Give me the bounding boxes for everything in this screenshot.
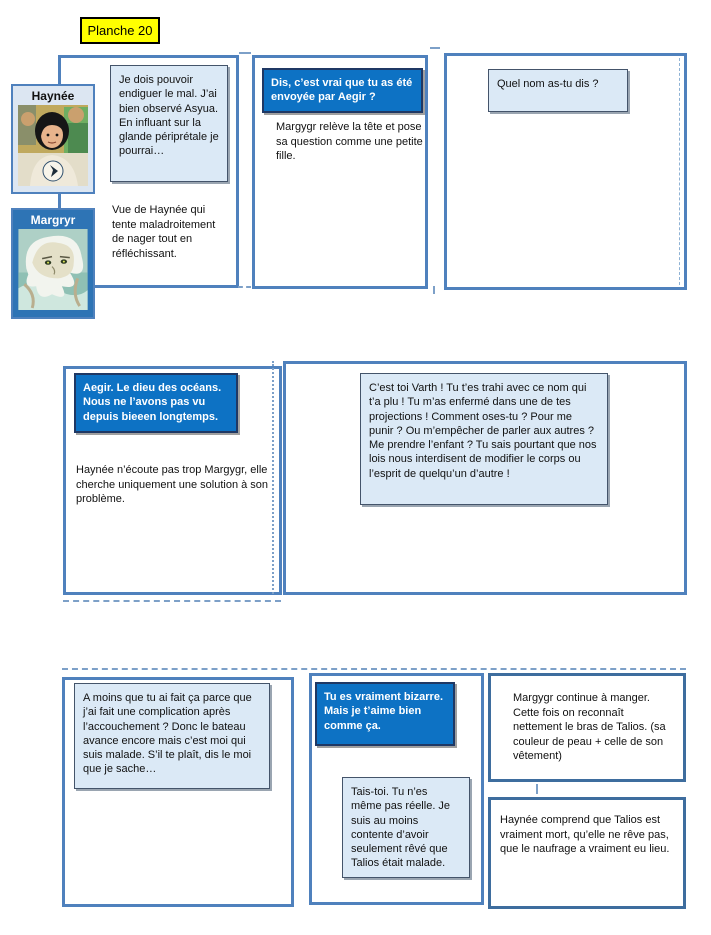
speech-text: Quel nom as-tu dis ? <box>497 78 599 90</box>
note-text: Margygr continue à manger. Cette fois on reconnaît nettement le bras de Talios. (sa couleur de peau + celle de son vêtement) <box>513 692 666 763</box>
speech-text: Je dois pouvoir endiguer le mal. J’ai bien observé Asyua. En influant sur la glande périprétale je pourrai… <box>119 74 219 158</box>
direction-note <box>500 813 674 857</box>
speech-box-complication <box>74 683 270 789</box>
speech-box-haynee-thought <box>110 65 228 182</box>
direction-note <box>513 691 675 764</box>
speech-box-blue-bizarre <box>315 682 455 746</box>
note-text: Haynée comprend que Talios est vraiment mort, qu’elle ne rêve pas, que le naufrage a vraiment eu lieu. <box>500 814 670 856</box>
direction-note <box>76 463 274 507</box>
direction-note <box>276 120 428 164</box>
dash-mark <box>62 668 686 670</box>
character-name-margryr: Margryr <box>30 213 76 227</box>
dash-mark <box>536 784 538 794</box>
speech-box-varth-accusation <box>360 373 608 505</box>
speech-box-blue-margryr <box>262 68 423 113</box>
character-card-haynee <box>11 84 95 194</box>
note-text: Haynée n’écoute pas trop Margygr, elle cherche uniquement une solution à son problème. <box>76 464 269 506</box>
speech-box-blue-aegir <box>74 373 238 433</box>
direction-note <box>112 203 218 261</box>
margryr-portrait-image <box>18 229 88 310</box>
speech-text: Dis, c’est vrai que tu as été envoyée par Aegir ? <box>271 77 413 104</box>
dash-mark <box>238 286 251 288</box>
dash-mark <box>679 58 680 285</box>
speech-box-tais-toi <box>342 777 470 878</box>
speech-box-question <box>488 69 628 112</box>
haynee-portrait-image <box>18 105 88 186</box>
character-name-haynee: Haynée <box>31 89 75 103</box>
dash-mark <box>430 47 440 49</box>
speech-text: Tu es vraiment bizarre. Mais je t’aime bien comme ça. <box>324 691 444 732</box>
speech-text: Aegir. Le dieu des océans. Nous ne l’avons pas vu depuis bieeen longtemps. <box>83 382 222 423</box>
plate-label <box>80 17 160 44</box>
character-card-margryr <box>11 208 95 319</box>
dash-mark <box>63 600 281 602</box>
dash-mark <box>433 286 435 294</box>
dash-mark <box>239 52 251 54</box>
speech-text: Tais-toi. Tu n’es même pas réelle. Je suis au moins contente d’avoir seulement rêvé que Talios était malade. <box>351 786 451 870</box>
note-text: Margygr relève la tête et pose sa question comme une petite fille. <box>276 121 423 163</box>
note-text: Vue de Haynée qui tente maladroitement de nager tout en réfléchissant. <box>112 204 216 260</box>
plate-label-text: Planche 20 <box>87 23 153 38</box>
speech-text: A moins que tu ai fait ça parce que j’ai fait une complication après l’accouchement ? Donc le bateau avance encore mais c’est moi qui suis malade. S’il te plaît, dis le moi que je sache… <box>83 692 252 776</box>
speech-text: C’est toi Varth ! Tu t’es trahi avec ce nom qui t’a plu ! Tu m’as enfermé dans une de tes projections ! Comment oses-tu ? Pour me punir ? Ou m’empêcher de parler aux autres ? Me prendre l’enfant ? Tu sais pourtant que nos lois nous interdisent de modifier le corps ou l’esprit de quelqu’un d’autre ! <box>369 382 597 480</box>
